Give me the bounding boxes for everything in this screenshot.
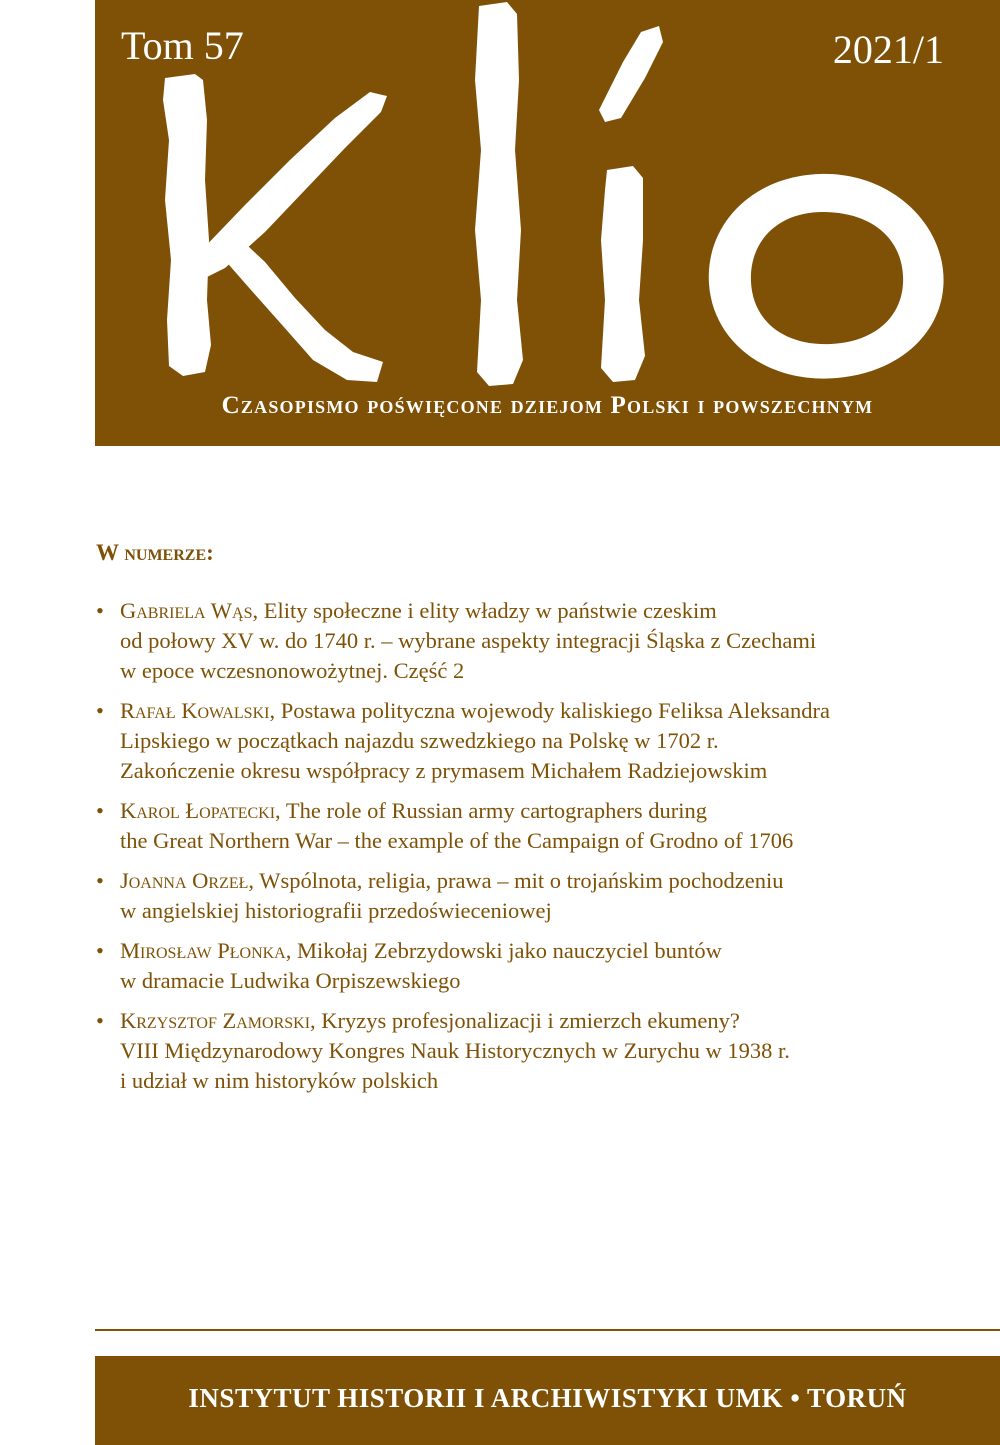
publisher-label: INSTYTUT HISTORII I ARCHIWISTYKI UMK • TORUŃ: [188, 1383, 907, 1413]
footer-band: [95, 1356, 1000, 1445]
article-title-line: w epoce wczesnonowożytnej. Część 2: [120, 658, 465, 683]
list-item: [96, 866, 976, 926]
article-title-line: , Postawa polityczna wojewody kaliskiego Feliksa Aleksandra: [269, 698, 830, 723]
bullet-icon: •: [96, 798, 104, 823]
article-title-line: the Great Northern War – the example of the Campaign of Grodno of 1706: [120, 828, 794, 853]
bullet-icon: •: [96, 598, 104, 623]
list-item: [96, 596, 976, 686]
bullet-icon: •: [96, 868, 104, 893]
bullet-icon: •: [96, 938, 104, 963]
article-title-line: Lipskiego w początkach najazdu szwedzkiego na Polskę w 1702 r.: [120, 728, 719, 753]
issue-label: 2021/1: [832, 27, 944, 72]
article-author: Rafał Kowalski: [120, 698, 270, 723]
article-author: Karol Łopatecki: [120, 798, 276, 823]
table-of-contents: [96, 540, 976, 1106]
article-title-line: w dramacie Ludwika Orpiszewskiego: [120, 968, 461, 993]
article-author: Krzysztof Zamorski: [120, 1008, 311, 1033]
list-item: [96, 696, 976, 786]
article-title-line: , The role of Russian army cartographers during: [275, 798, 708, 823]
contents-heading: W numerze:: [96, 540, 214, 565]
list-item: [96, 936, 976, 996]
bullet-icon: •: [96, 1008, 104, 1033]
article-list: [96, 596, 976, 1096]
article-title-line: w angielskiej historiografii przedoświeceniowej: [120, 898, 552, 923]
article-title-line: , Kryzys profesjonalizacji i zmierzch ekumeny?: [310, 1008, 740, 1033]
article-author: Mirosław Płonka: [120, 938, 286, 963]
journal-subtitle: Czasopismo poświęcone dziejom Polski i powszechnym: [221, 392, 874, 419]
list-item: [96, 796, 976, 856]
article-title-line: od połowy XV w. do 1740 r. – wybrane aspekty integracji Śląska z Czechami: [120, 628, 817, 653]
journal-logo: [125, 0, 955, 390]
volume-label: Tom 57: [121, 23, 244, 68]
bullet-icon: •: [96, 698, 104, 723]
header-band: [95, 0, 1000, 446]
article-title-line: VIII Międzynarodowy Kongres Nauk Historycznych w Zurychu w 1938 r.: [120, 1038, 790, 1063]
article-title-line: , Elity społeczne i elity władzy w państwie czeskim: [252, 598, 717, 623]
article-author: Gabriela Wąs: [120, 598, 253, 623]
article-author: Joanna Orzeł: [120, 868, 249, 893]
article-title-line: , Mikołaj Zebrzydowski jako nauczyciel buntów: [285, 938, 722, 963]
list-item: [96, 1006, 976, 1096]
article-title-line: , Wspólnota, religia, prawa – mit o trojańskim pochodzeniu: [248, 868, 784, 893]
article-title-line: Zakończenie okresu współpracy z prymasem Michałem Radziejowskim: [120, 758, 768, 783]
article-title-line: i udział w nim historyków polskich: [120, 1068, 439, 1093]
divider: [95, 1329, 1000, 1331]
